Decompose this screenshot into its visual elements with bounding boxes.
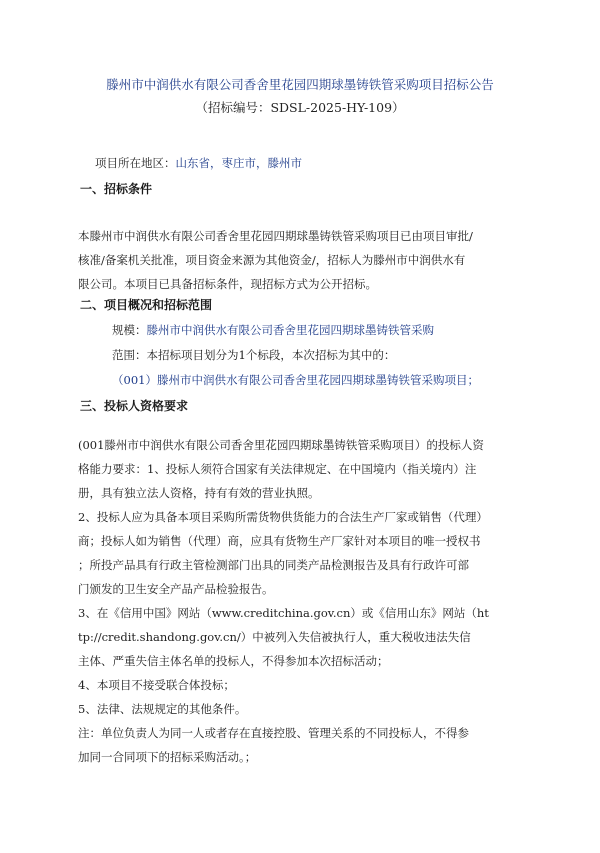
section-heading-qualifications: 三、投标人资格要求: [80, 399, 189, 413]
paragraph-line: (001滕州市中润供水有限公司香舍里花园四期球墨铸铁管采购项目）的投标人资: [78, 438, 484, 452]
section-heading-conditions: 一、招标条件: [80, 182, 153, 196]
paragraph-line: tp://credit.shandong.gov.cn/）中被列入失信被执行人，重大税收违法失信: [78, 630, 471, 644]
paragraph-line: 加同一合同项下的招标采购活动。；: [78, 750, 257, 764]
location-value: 山东省，枣庄市，滕州市: [175, 156, 302, 170]
paragraph-line: 2、投标人应为具备本项目采购所需货物供货能力的合法生产厂家或销售（代理）: [78, 510, 488, 524]
paragraph-line: 本滕州市中润供水有限公司香舍里花园四期球墨铸铁管采购项目已由项目审批/: [78, 229, 473, 243]
section-conditions-body: [78, 224, 528, 296]
paragraph-line: 4、本项目不接受联合体投标；: [78, 678, 235, 692]
paragraph-line: 主体、严重失信主体名单的投标人，不得参加本次招标活动；: [78, 654, 389, 668]
project-range: 范围：本招标项目划分为1个标段，本次招标为其中的：: [112, 348, 396, 362]
paragraph-line: 商；投标人如为销售（代理）商，应具有货物生产厂家针对本项目的唯一授权书: [78, 534, 481, 548]
paragraph-line: 册，具有独立法人资格，持有有效的营业执照。: [78, 486, 320, 500]
paragraph-line: 注：单位负责人为同一人或者存在直接控股、管理关系的不同投标人，不得参: [78, 726, 469, 740]
paragraph-line: ；所投产品具有行政主管检测部门出具的同类产品检测报告及具有行政许可部: [78, 558, 469, 572]
paragraph-line: 限公司。本项目已具备招标条件，现招标方式为公开招标。: [78, 277, 377, 291]
project-scale: [112, 322, 434, 338]
paragraph-line: 门颁发的卫生安全产品产品检验报告。: [78, 582, 274, 596]
paragraph-line: 核准/备案机关批准，项目资金来源为其他资金/，招标人为滕州市中润供水有: [78, 253, 466, 267]
document-title: 滕州市中润供水有限公司香舍里花园四期球墨铸铁管采购项目招标公告: [106, 77, 494, 92]
scale-value: 滕州市中润供水有限公司香舍里花园四期球墨铸铁管采购: [146, 323, 434, 337]
paragraph-line: 3、在《信用中国》网站（www.creditchina.gov.cn）或《信用山东》网站（ht: [78, 606, 489, 620]
bid-number: （招标编号：SDSL-2025-HY-109）: [195, 100, 405, 115]
project-lot: （001）滕州市中润供水有限公司香舍里花园四期球墨铸铁管采购项目；: [112, 373, 479, 387]
project-location: [95, 155, 302, 171]
section-heading-overview: 二、项目概况和招标范围: [80, 298, 213, 312]
location-label: 项目所在地区：: [95, 156, 176, 170]
scale-label: 规模：: [112, 323, 147, 337]
section-qualifications-body: [78, 433, 528, 769]
paragraph-line: 5、法律、法规规定的其他条件。: [78, 702, 247, 716]
paragraph-line: 格能力要求：1、投标人须符合国家有关法律规定、在中国境内（指关境内）注: [78, 462, 477, 476]
